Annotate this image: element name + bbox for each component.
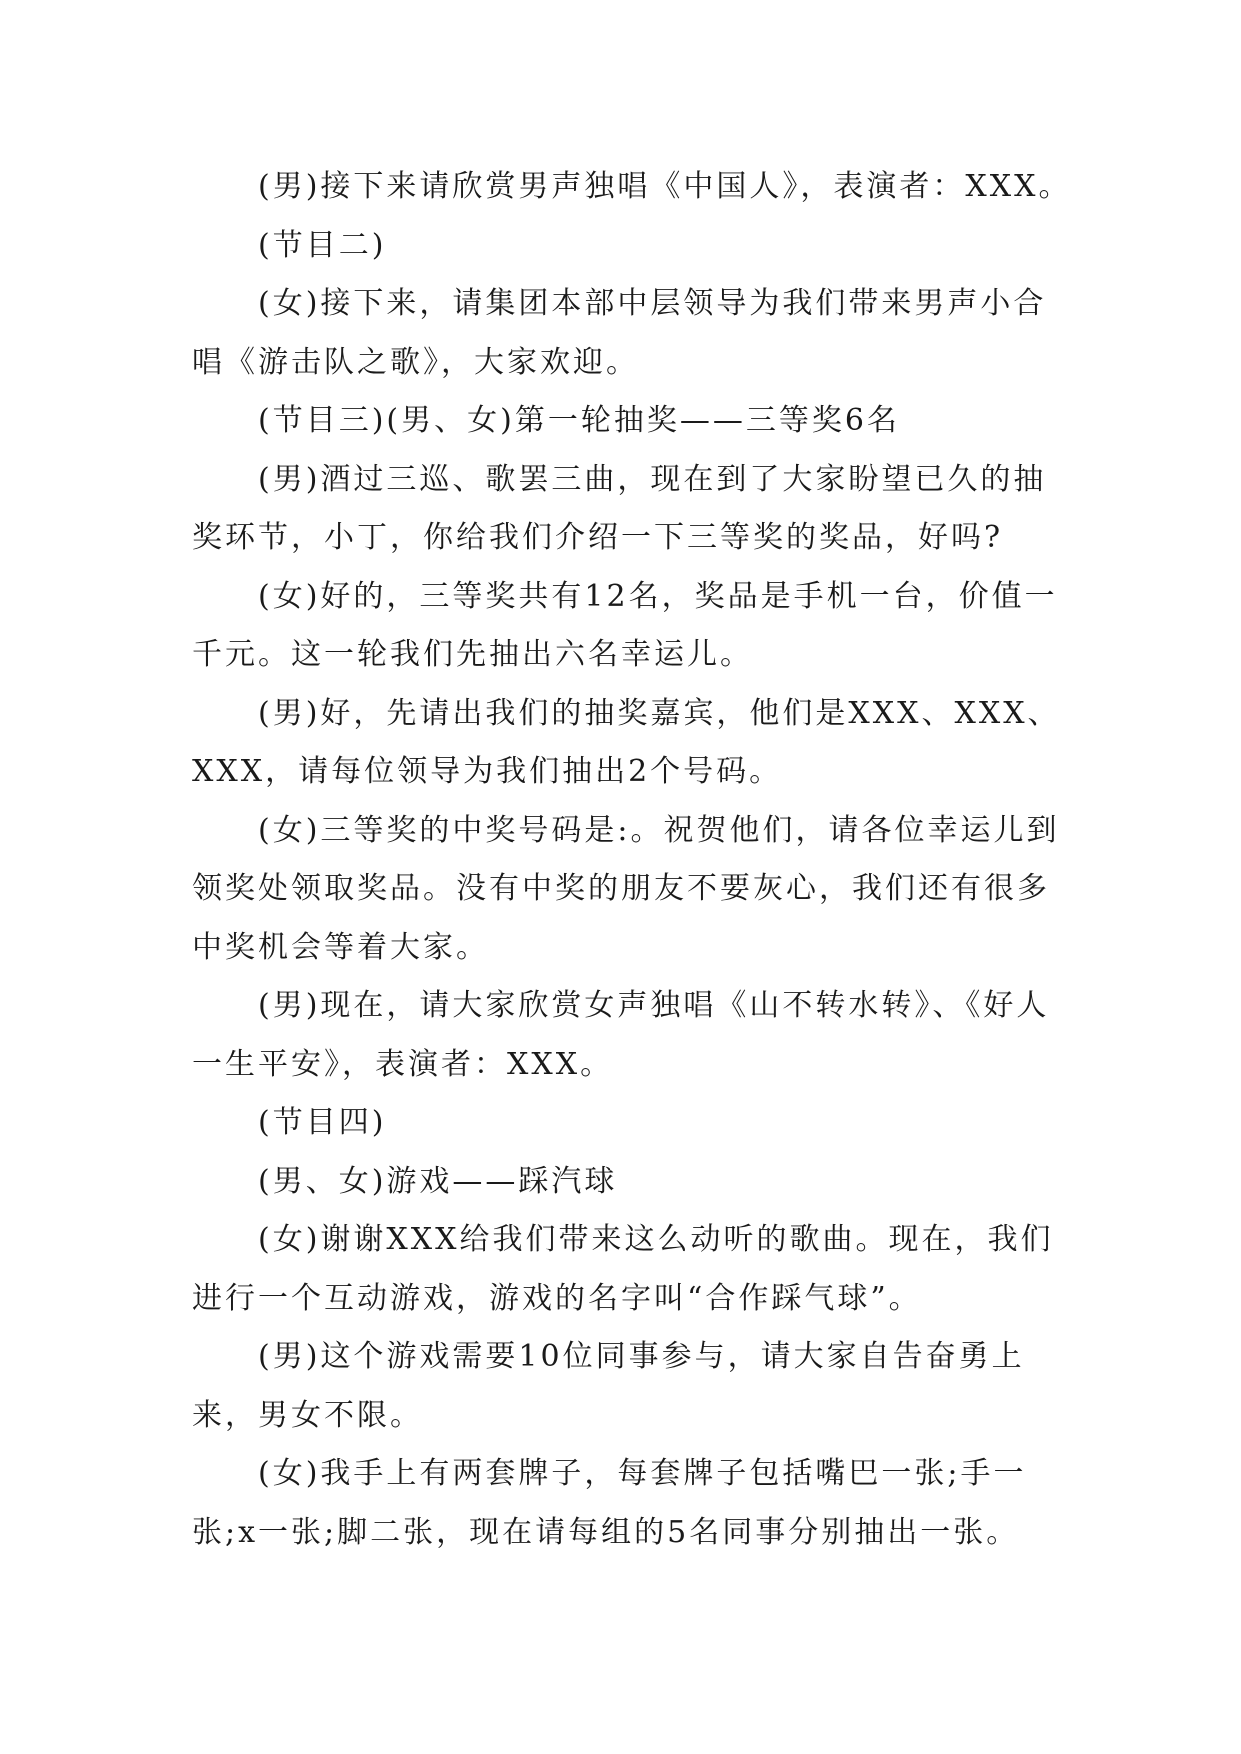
paragraph-3: (女)接下来，请集团本部中层领导为我们带来男声小合唱《游击队之歌》，大家欢迎。: [192, 286, 1047, 380]
paragraph-14: (女)我手上有两套牌子，每套牌子包括嘴巴一张;手一张;x一张;脚二张，现在请每组的5名同事分别抽出一张。: [192, 1456, 1027, 1550]
paragraph-8: (女)三等奖的中奖号码是:。祝贺他们，请各位幸运儿到领奖处领取奖品。没有中奖的朋友不要灰心，我们还有很多中奖机会等着大家。: [192, 812, 1060, 965]
paragraph-11: (男、女)游戏——踩汽球: [258, 1163, 618, 1199]
paragraph-7: (男)好，先请出我们的抽奖嘉宾，他们是XXX、XXX、XXX，请每位领导为我们抽出2个号码。: [192, 695, 1061, 789]
paragraph-12: (女)谢谢XXX给我们带来这么动听的歌曲。现在，我们进行一个互动游戏，游戏的名字叫“合作踩气球”。: [192, 1222, 1054, 1316]
paragraph-2: (节目二): [258, 227, 387, 263]
paragraph-6: (女)好的，三等奖共有12名，奖品是手机一台，价值一千元。这一轮我们先抽出六名幸运儿。: [192, 578, 1058, 672]
paragraph-13: (男)这个游戏需要10位同事参与，请大家自告奋勇上来，男女不限。: [192, 1339, 1025, 1433]
paragraph-9: (男)现在，请大家欣赏女声独唱《山不转水转》、《好人一生平安》，表演者：XXX。: [192, 988, 1050, 1082]
paragraph-1: (男)接下来请欣赏男声独唱《中国人》，表演者：XXX。: [258, 169, 1072, 204]
document-body: [192, 158, 1072, 1562]
paragraph-4: (节目三)(男、女)第一轮抽奖——三等奖6名: [258, 403, 900, 438]
paragraph-10: (节目四): [258, 1105, 387, 1140]
paragraph-5: (男)酒过三巡、歌罢三曲，现在到了大家盼望已久的抽奖环节，小丁，你给我们介绍一下三等奖的奖品，好吗?: [192, 461, 1047, 555]
